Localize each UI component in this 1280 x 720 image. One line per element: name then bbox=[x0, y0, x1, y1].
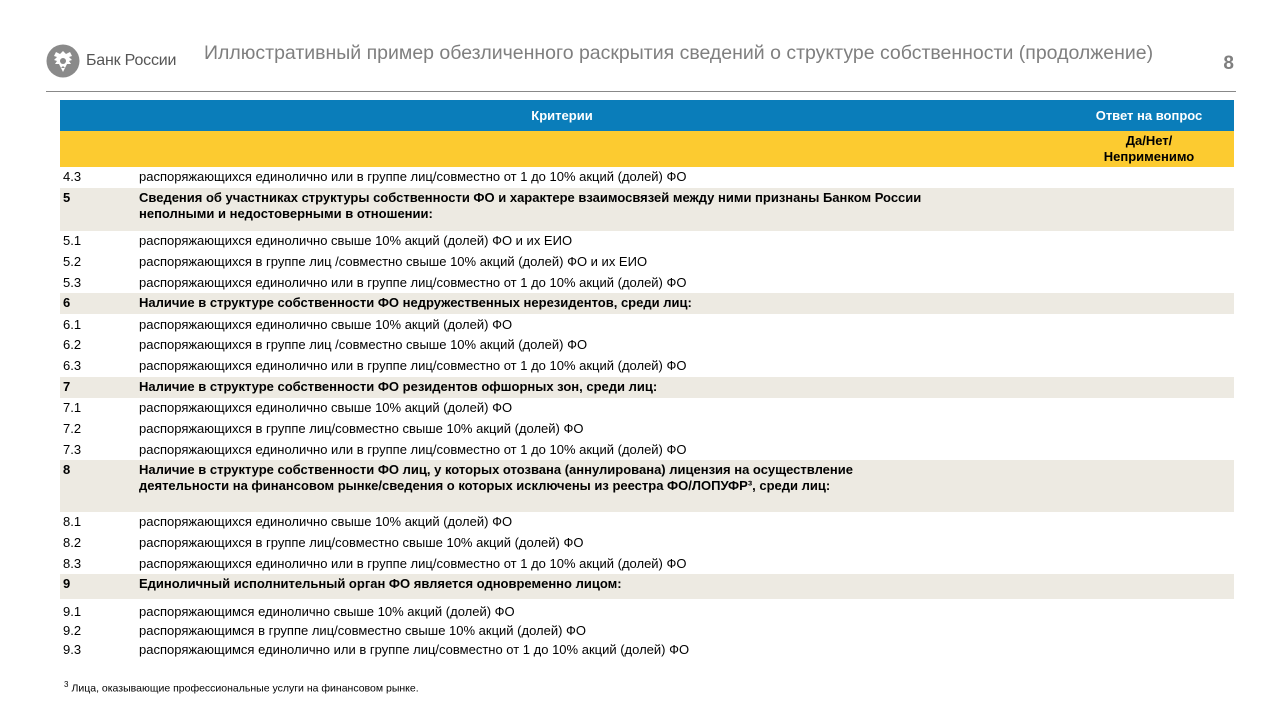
row-number: 8.2 bbox=[63, 535, 82, 551]
row-text: Наличие в структуре собственности ФО резидентов офшорных зон, среди лиц: bbox=[139, 378, 658, 394]
table-header bbox=[60, 100, 1234, 131]
footnote bbox=[64, 680, 419, 695]
criteria-column-header: Критерии bbox=[531, 108, 593, 123]
footnote-text: Лица, оказывающие профессиональные услуги на финансовом рынке. bbox=[71, 682, 419, 695]
row-text: распоряжающихся единолично свыше 10% акций (долей) ФО bbox=[139, 514, 513, 530]
row-text: распоряжающимся единолично или в группе лиц/совместно от 1 до 10% акций (долей) ФО bbox=[139, 641, 690, 657]
row-number: 8.3 bbox=[63, 555, 82, 571]
footnote-mark: 3 bbox=[64, 680, 69, 689]
row-number: 5.3 bbox=[63, 274, 82, 290]
bank-name: Банк России bbox=[86, 52, 177, 69]
section-row bbox=[60, 293, 1234, 314]
table-row bbox=[60, 252, 1234, 273]
section-row bbox=[60, 377, 1234, 398]
row-text: Наличие в структуре собственности ФО лиц, у которых отозвана (аннулирована) лицензия на осуществление деятельности на финансовом рынке/сведения о которых исключены из реестра ФО/ЛОПУФР³, среди лиц: bbox=[139, 461, 853, 493]
row-text: распоряжающимся в группе лиц/совместно свыше 10% акций (долей) ФО bbox=[139, 622, 587, 638]
row-answer bbox=[1064, 295, 1234, 314]
row-number: 9.1 bbox=[63, 603, 82, 619]
table-row bbox=[60, 602, 1234, 621]
page-number: 8 bbox=[1223, 53, 1234, 74]
row-text: распоряжающихся единолично свыше 10% акций (долей) ФО bbox=[139, 316, 513, 332]
row-text: Сведения об участниках структуры собственности ФО и характере взаимосвязей между ними признаны Банком России неполными и недостоверными в отношении: bbox=[139, 189, 922, 221]
table-row bbox=[60, 512, 1234, 533]
row-answer bbox=[1064, 379, 1234, 398]
row-number: 9.2 bbox=[63, 622, 82, 638]
row-number: 5 bbox=[63, 189, 71, 205]
criteria-table bbox=[60, 100, 1234, 659]
row-number: 6.2 bbox=[63, 337, 82, 353]
row-text: Наличие в структуре собственности ФО недружественных нерезидентов, среди лиц: bbox=[139, 295, 692, 311]
answer-column-header: Ответ на вопрос bbox=[1095, 108, 1203, 123]
header-divider bbox=[46, 91, 1236, 92]
row-number: 7.2 bbox=[63, 420, 82, 436]
row-text: распоряжающихся единолично или в группе лиц/совместно от 1 до 10% акций (долей) ФО bbox=[139, 441, 687, 457]
row-text: распоряжающихся единолично или в группе лиц/совместно от 1 до 10% акций (долей) ФО bbox=[139, 358, 687, 374]
table-row bbox=[60, 314, 1234, 335]
row-text: распоряжающихся в группе лиц /совместно свыше 10% акций (долей) ФО bbox=[139, 337, 588, 353]
row-number: 5.1 bbox=[63, 233, 82, 249]
answer-options: Да/Нет/ Неприменимо bbox=[1103, 133, 1195, 164]
eagle-emblem-icon bbox=[46, 44, 80, 78]
row-text: распоряжающихся в группе лиц/совместно свыше 10% акций (долей) ФО bbox=[139, 535, 584, 551]
table-row bbox=[60, 621, 1234, 640]
table-row bbox=[60, 554, 1234, 575]
row-text: Единоличный исполнительный орган ФО является одновременно лицом: bbox=[139, 576, 622, 592]
row-number: 8 bbox=[63, 461, 71, 477]
table-row bbox=[60, 533, 1234, 554]
row-number: 9 bbox=[63, 576, 71, 592]
table-row bbox=[60, 356, 1234, 377]
table-row bbox=[60, 231, 1234, 252]
table-row bbox=[60, 439, 1234, 460]
row-number: 4.3 bbox=[63, 169, 82, 185]
table-row bbox=[60, 398, 1234, 419]
row-answer bbox=[1064, 576, 1234, 599]
row-text: распоряжающихся в группе лиц/совместно свыше 10% акций (долей) ФО bbox=[139, 420, 584, 436]
row-number: 6 bbox=[63, 295, 71, 311]
slide-title: Иллюстративный пример обезличенного раскрытия сведений о структуре собственности (продолжение) bbox=[204, 42, 1154, 64]
row-text: распоряжающимся единолично свыше 10% акций (долей) ФО bbox=[139, 603, 515, 619]
table-row bbox=[60, 418, 1234, 439]
section-row bbox=[60, 574, 1234, 599]
section-row bbox=[60, 460, 1234, 512]
row-text: распоряжающихся единолично или в группе лиц/совместно от 1 до 10% акций (долей) ФО bbox=[139, 274, 687, 290]
row-text: распоряжающихся в группе лиц /совместно свыше 10% акций (долей) ФО и их ЕИО bbox=[139, 253, 648, 269]
row-number: 7 bbox=[63, 378, 71, 394]
row-answer bbox=[1064, 462, 1234, 512]
row-text: распоряжающихся единолично или в группе лиц/совместно от 1 до 10% акций (долей) ФО bbox=[139, 169, 687, 185]
row-number: 7.3 bbox=[63, 441, 82, 457]
bank-logo bbox=[46, 44, 176, 78]
row-number: 9.3 bbox=[63, 641, 82, 657]
section-row bbox=[60, 188, 1234, 231]
row-number: 6.3 bbox=[63, 358, 82, 374]
row-text: распоряжающихся единолично или в группе лиц/совместно от 1 до 10% акций (долей) ФО bbox=[139, 555, 687, 571]
table-subheader bbox=[60, 131, 1234, 167]
row-answer bbox=[1064, 190, 1234, 231]
table-row bbox=[60, 640, 1234, 659]
row-number: 8.1 bbox=[63, 514, 82, 530]
row-text: распоряжающихся единолично свыше 10% акций (долей) ФО bbox=[139, 399, 513, 415]
row-number: 6.1 bbox=[63, 316, 82, 332]
row-number: 7.1 bbox=[63, 399, 82, 415]
table-row bbox=[60, 272, 1234, 293]
row-text: распоряжающихся единолично свыше 10% акций (долей) ФО и их ЕИО bbox=[139, 233, 573, 249]
row-number: 5.2 bbox=[63, 253, 82, 269]
table-row bbox=[60, 167, 1234, 188]
table-row bbox=[60, 335, 1234, 356]
